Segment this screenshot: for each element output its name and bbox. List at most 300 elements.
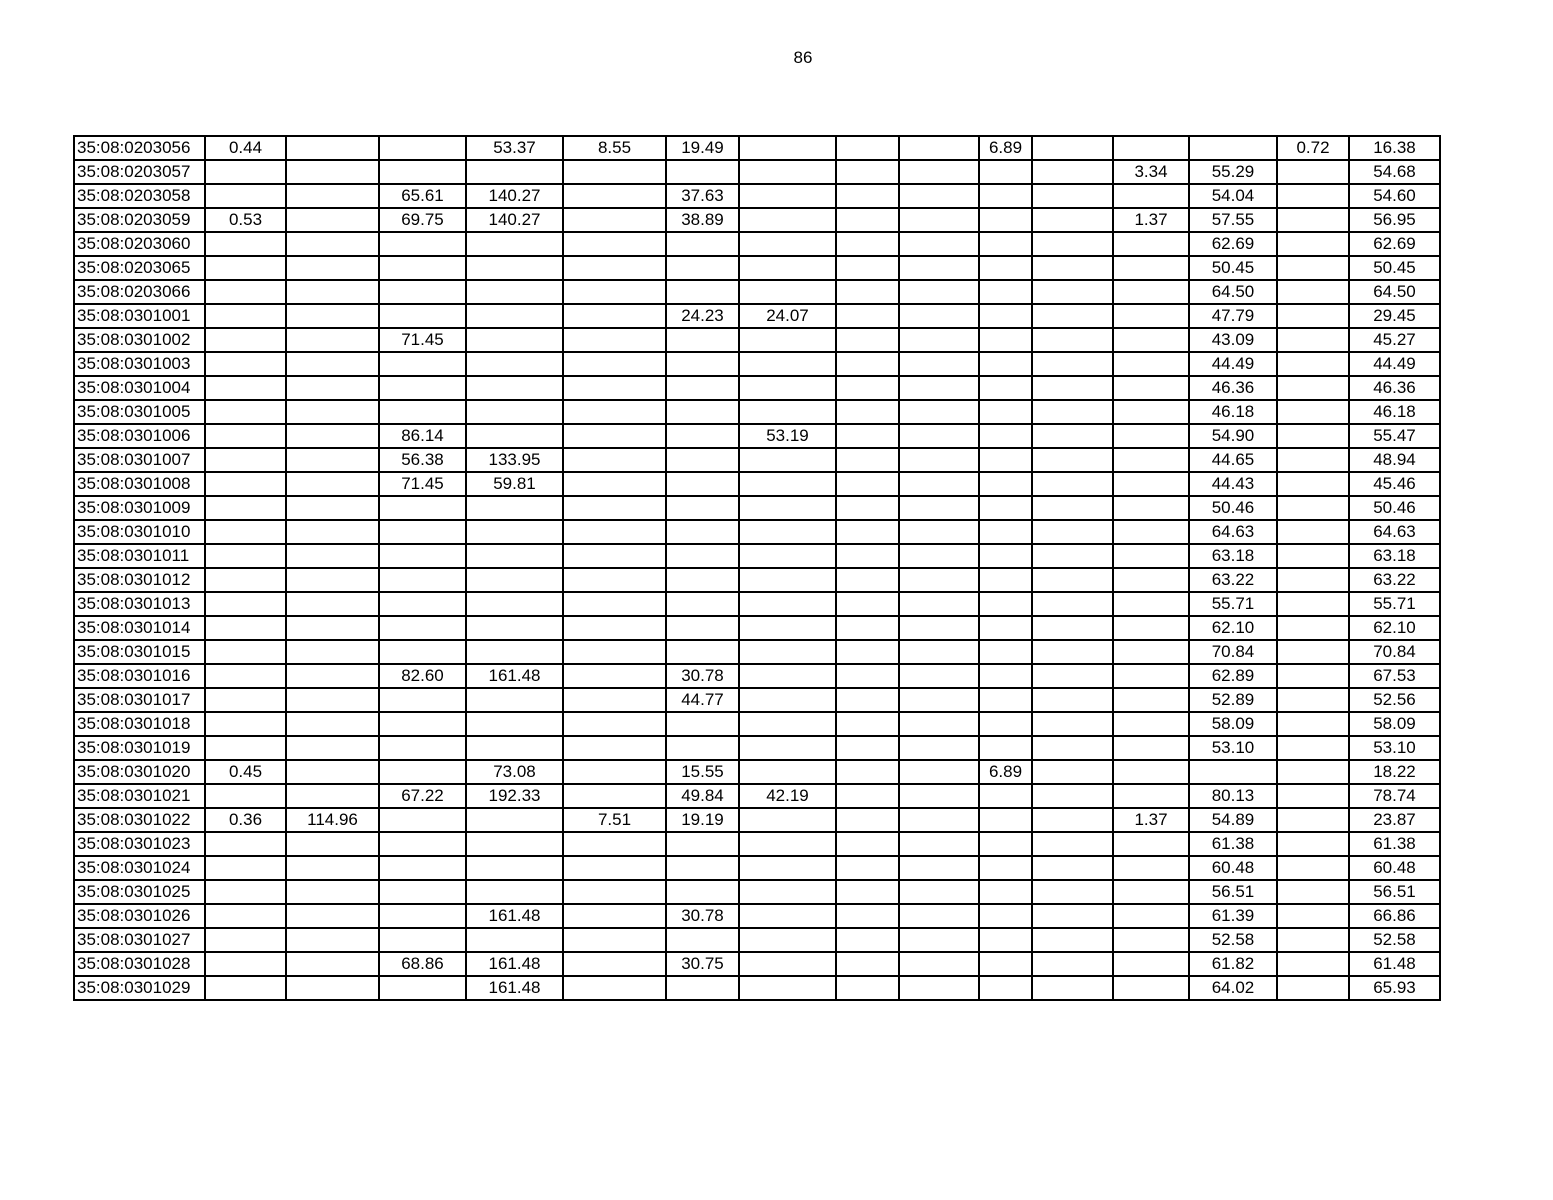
value-cell bbox=[563, 376, 666, 400]
value-cell bbox=[1032, 880, 1113, 904]
value-cell bbox=[1032, 568, 1113, 592]
value-cell bbox=[1032, 424, 1113, 448]
value-cell bbox=[563, 592, 666, 616]
value-cell: 43.09 bbox=[1189, 328, 1277, 352]
value-cell bbox=[1113, 856, 1189, 880]
value-cell bbox=[1277, 208, 1349, 232]
parcel-id-cell: 35:08:0301014 bbox=[74, 616, 205, 640]
value-cell bbox=[466, 832, 563, 856]
value-cell bbox=[979, 160, 1032, 184]
parcel-id-cell: 35:08:0301022 bbox=[74, 808, 205, 832]
value-cell: 52.58 bbox=[1189, 928, 1277, 952]
value-cell bbox=[1189, 136, 1277, 160]
value-cell bbox=[1113, 976, 1189, 1000]
value-cell bbox=[205, 160, 286, 184]
table-body bbox=[74, 136, 1440, 1000]
parcel-id-cell: 35:08:0301008 bbox=[74, 472, 205, 496]
value-cell bbox=[466, 544, 563, 568]
value-cell bbox=[563, 880, 666, 904]
value-cell: 8.55 bbox=[563, 136, 666, 160]
value-cell bbox=[666, 592, 739, 616]
value-cell bbox=[1113, 832, 1189, 856]
value-cell bbox=[666, 856, 739, 880]
value-cell bbox=[205, 376, 286, 400]
value-cell bbox=[836, 688, 899, 712]
value-cell bbox=[739, 664, 836, 688]
value-cell bbox=[286, 568, 379, 592]
value-cell bbox=[563, 400, 666, 424]
parcel-id-cell: 35:08:0301028 bbox=[74, 952, 205, 976]
value-cell bbox=[739, 712, 836, 736]
value-cell bbox=[1277, 184, 1349, 208]
value-cell bbox=[205, 400, 286, 424]
value-cell: 161.48 bbox=[466, 664, 563, 688]
value-cell: 59.81 bbox=[466, 472, 563, 496]
value-cell bbox=[286, 664, 379, 688]
value-cell: 46.36 bbox=[1189, 376, 1277, 400]
value-cell bbox=[379, 544, 466, 568]
value-cell bbox=[979, 952, 1032, 976]
value-cell: 56.51 bbox=[1349, 880, 1440, 904]
value-cell bbox=[379, 712, 466, 736]
value-cell bbox=[379, 568, 466, 592]
value-cell bbox=[1032, 856, 1113, 880]
value-cell bbox=[1032, 808, 1113, 832]
value-cell bbox=[979, 376, 1032, 400]
value-cell bbox=[979, 592, 1032, 616]
value-cell bbox=[379, 616, 466, 640]
value-cell bbox=[979, 976, 1032, 1000]
value-cell bbox=[1189, 760, 1277, 784]
parcel-id-cell: 35:08:0301017 bbox=[74, 688, 205, 712]
value-cell bbox=[205, 688, 286, 712]
value-cell bbox=[286, 736, 379, 760]
value-cell bbox=[739, 808, 836, 832]
value-cell: 67.53 bbox=[1349, 664, 1440, 688]
parcel-id-cell: 35:08:0301004 bbox=[74, 376, 205, 400]
value-cell: 62.69 bbox=[1349, 232, 1440, 256]
value-cell: 58.09 bbox=[1189, 712, 1277, 736]
value-cell bbox=[379, 376, 466, 400]
parcel-id-cell: 35:08:0301012 bbox=[74, 568, 205, 592]
value-cell bbox=[1032, 592, 1113, 616]
value-cell bbox=[205, 904, 286, 928]
table-row bbox=[74, 784, 1440, 808]
value-cell bbox=[979, 496, 1032, 520]
value-cell bbox=[466, 520, 563, 544]
value-cell: 0.53 bbox=[205, 208, 286, 232]
value-cell bbox=[1032, 688, 1113, 712]
value-cell: 70.84 bbox=[1349, 640, 1440, 664]
value-cell bbox=[666, 712, 739, 736]
value-cell bbox=[1032, 448, 1113, 472]
value-cell bbox=[286, 184, 379, 208]
parcel-id-cell: 35:08:0301015 bbox=[74, 640, 205, 664]
value-cell: 64.50 bbox=[1189, 280, 1277, 304]
value-cell bbox=[286, 784, 379, 808]
value-cell bbox=[1277, 904, 1349, 928]
value-cell bbox=[836, 184, 899, 208]
value-cell bbox=[836, 784, 899, 808]
value-cell: 56.95 bbox=[1349, 208, 1440, 232]
value-cell bbox=[666, 160, 739, 184]
value-cell bbox=[286, 400, 379, 424]
value-cell bbox=[899, 616, 979, 640]
parcel-id-cell: 35:08:0301018 bbox=[74, 712, 205, 736]
value-cell bbox=[836, 352, 899, 376]
value-cell bbox=[739, 640, 836, 664]
value-cell: 62.69 bbox=[1189, 232, 1277, 256]
value-cell bbox=[563, 952, 666, 976]
value-cell bbox=[899, 808, 979, 832]
value-cell bbox=[979, 208, 1032, 232]
value-cell bbox=[1113, 376, 1189, 400]
value-cell bbox=[563, 232, 666, 256]
parcel-id-cell: 35:08:0301024 bbox=[74, 856, 205, 880]
value-cell bbox=[205, 232, 286, 256]
value-cell bbox=[379, 256, 466, 280]
value-cell: 49.84 bbox=[666, 784, 739, 808]
value-cell bbox=[286, 952, 379, 976]
parcel-id-cell: 35:08:0203065 bbox=[74, 256, 205, 280]
value-cell bbox=[286, 160, 379, 184]
value-cell bbox=[1113, 568, 1189, 592]
value-cell: 30.78 bbox=[666, 904, 739, 928]
value-cell bbox=[899, 448, 979, 472]
value-cell bbox=[379, 976, 466, 1000]
value-cell bbox=[1277, 304, 1349, 328]
value-cell bbox=[666, 424, 739, 448]
value-cell bbox=[739, 160, 836, 184]
value-cell bbox=[979, 448, 1032, 472]
value-cell bbox=[836, 424, 899, 448]
value-cell bbox=[1277, 616, 1349, 640]
value-cell bbox=[666, 544, 739, 568]
parcel-id-cell: 35:08:0301020 bbox=[74, 760, 205, 784]
value-cell: 24.23 bbox=[666, 304, 739, 328]
value-cell bbox=[563, 832, 666, 856]
table-row bbox=[74, 448, 1440, 472]
value-cell bbox=[205, 304, 286, 328]
value-cell bbox=[1277, 376, 1349, 400]
value-cell bbox=[205, 928, 286, 952]
value-cell bbox=[1277, 424, 1349, 448]
table-row bbox=[74, 832, 1440, 856]
value-cell: 1.37 bbox=[1113, 808, 1189, 832]
value-cell bbox=[379, 160, 466, 184]
table-row bbox=[74, 136, 1440, 160]
value-cell bbox=[979, 328, 1032, 352]
value-cell bbox=[1113, 136, 1189, 160]
table-row bbox=[74, 208, 1440, 232]
value-cell bbox=[739, 448, 836, 472]
value-cell bbox=[563, 640, 666, 664]
value-cell bbox=[979, 904, 1032, 928]
value-cell bbox=[466, 352, 563, 376]
value-cell bbox=[1277, 352, 1349, 376]
value-cell bbox=[286, 760, 379, 784]
value-cell bbox=[286, 976, 379, 1000]
value-cell: 54.68 bbox=[1349, 160, 1440, 184]
value-cell bbox=[1113, 616, 1189, 640]
value-cell bbox=[1032, 544, 1113, 568]
table-row bbox=[74, 640, 1440, 664]
value-cell bbox=[1113, 496, 1189, 520]
value-cell bbox=[739, 928, 836, 952]
parcel-id-cell: 35:08:0301025 bbox=[74, 880, 205, 904]
value-cell bbox=[899, 544, 979, 568]
value-cell bbox=[1032, 136, 1113, 160]
value-cell bbox=[563, 280, 666, 304]
value-cell bbox=[1277, 160, 1349, 184]
table-row bbox=[74, 400, 1440, 424]
value-cell bbox=[286, 856, 379, 880]
value-cell bbox=[466, 640, 563, 664]
value-cell: 62.10 bbox=[1189, 616, 1277, 640]
value-cell: 50.45 bbox=[1349, 256, 1440, 280]
value-cell bbox=[899, 304, 979, 328]
value-cell bbox=[466, 304, 563, 328]
value-cell: 73.08 bbox=[466, 760, 563, 784]
value-cell bbox=[379, 400, 466, 424]
value-cell bbox=[979, 856, 1032, 880]
value-cell bbox=[899, 880, 979, 904]
value-cell: 48.94 bbox=[1349, 448, 1440, 472]
parcel-id-cell: 35:08:0301001 bbox=[74, 304, 205, 328]
value-cell bbox=[286, 616, 379, 640]
table-row bbox=[74, 232, 1440, 256]
table-row bbox=[74, 736, 1440, 760]
value-cell bbox=[379, 904, 466, 928]
value-cell bbox=[1113, 184, 1189, 208]
value-cell bbox=[286, 232, 379, 256]
parcel-id-cell: 35:08:0301021 bbox=[74, 784, 205, 808]
value-cell bbox=[899, 952, 979, 976]
value-cell: 161.48 bbox=[466, 952, 563, 976]
parcel-id-cell: 35:08:0203057 bbox=[74, 160, 205, 184]
value-cell: 55.71 bbox=[1189, 592, 1277, 616]
value-cell bbox=[286, 544, 379, 568]
parcel-id-cell: 35:08:0301005 bbox=[74, 400, 205, 424]
value-cell: 161.48 bbox=[466, 904, 563, 928]
value-cell: 58.09 bbox=[1349, 712, 1440, 736]
value-cell bbox=[205, 496, 286, 520]
value-cell bbox=[899, 160, 979, 184]
parcel-id-cell: 35:08:0301006 bbox=[74, 424, 205, 448]
value-cell bbox=[899, 328, 979, 352]
value-cell bbox=[563, 208, 666, 232]
value-cell bbox=[466, 688, 563, 712]
value-cell: 61.82 bbox=[1189, 952, 1277, 976]
value-cell: 15.55 bbox=[666, 760, 739, 784]
value-cell bbox=[666, 400, 739, 424]
table-row bbox=[74, 928, 1440, 952]
value-cell bbox=[666, 280, 739, 304]
value-cell bbox=[1277, 544, 1349, 568]
value-cell: 0.45 bbox=[205, 760, 286, 784]
table-row bbox=[74, 856, 1440, 880]
value-cell bbox=[286, 208, 379, 232]
value-cell bbox=[1032, 952, 1113, 976]
value-cell bbox=[666, 736, 739, 760]
value-cell bbox=[836, 208, 899, 232]
value-cell bbox=[1113, 592, 1189, 616]
value-cell bbox=[379, 808, 466, 832]
value-cell: 37.63 bbox=[666, 184, 739, 208]
value-cell: 64.02 bbox=[1189, 976, 1277, 1000]
value-cell bbox=[1113, 328, 1189, 352]
value-cell bbox=[563, 328, 666, 352]
value-cell bbox=[899, 832, 979, 856]
parcel-id-cell: 35:08:0203059 bbox=[74, 208, 205, 232]
value-cell bbox=[666, 928, 739, 952]
value-cell bbox=[836, 736, 899, 760]
value-cell: 46.18 bbox=[1189, 400, 1277, 424]
value-cell bbox=[979, 544, 1032, 568]
value-cell bbox=[899, 784, 979, 808]
value-cell bbox=[563, 184, 666, 208]
table-row bbox=[74, 688, 1440, 712]
value-cell bbox=[666, 880, 739, 904]
value-cell: 61.48 bbox=[1349, 952, 1440, 976]
value-cell bbox=[979, 664, 1032, 688]
value-cell bbox=[1277, 712, 1349, 736]
value-cell bbox=[739, 760, 836, 784]
value-cell bbox=[836, 664, 899, 688]
value-cell bbox=[1113, 352, 1189, 376]
value-cell bbox=[205, 352, 286, 376]
value-cell bbox=[286, 712, 379, 736]
value-cell bbox=[1032, 400, 1113, 424]
value-cell: 65.93 bbox=[1349, 976, 1440, 1000]
value-cell bbox=[836, 496, 899, 520]
table-row bbox=[74, 568, 1440, 592]
value-cell: 68.86 bbox=[379, 952, 466, 976]
value-cell bbox=[1032, 256, 1113, 280]
value-cell: 62.89 bbox=[1189, 664, 1277, 688]
value-cell bbox=[836, 256, 899, 280]
value-cell bbox=[205, 544, 286, 568]
value-cell bbox=[899, 184, 979, 208]
value-cell bbox=[836, 928, 899, 952]
value-cell bbox=[286, 448, 379, 472]
parcel-id-cell: 35:08:0301002 bbox=[74, 328, 205, 352]
value-cell: 24.07 bbox=[739, 304, 836, 328]
value-cell bbox=[466, 856, 563, 880]
value-cell bbox=[563, 448, 666, 472]
value-cell bbox=[979, 784, 1032, 808]
value-cell bbox=[666, 832, 739, 856]
value-cell: 71.45 bbox=[379, 472, 466, 496]
value-cell bbox=[379, 592, 466, 616]
value-cell bbox=[563, 520, 666, 544]
value-cell bbox=[739, 136, 836, 160]
value-cell: 18.22 bbox=[1349, 760, 1440, 784]
value-cell bbox=[739, 880, 836, 904]
table-row bbox=[74, 616, 1440, 640]
value-cell bbox=[1277, 808, 1349, 832]
value-cell bbox=[563, 904, 666, 928]
value-cell: 45.46 bbox=[1349, 472, 1440, 496]
value-cell bbox=[205, 472, 286, 496]
value-cell bbox=[739, 256, 836, 280]
value-cell bbox=[836, 400, 899, 424]
value-cell bbox=[1032, 184, 1113, 208]
value-cell: 64.63 bbox=[1349, 520, 1440, 544]
value-cell bbox=[379, 280, 466, 304]
value-cell bbox=[899, 712, 979, 736]
value-cell bbox=[1113, 472, 1189, 496]
value-cell bbox=[379, 760, 466, 784]
value-cell bbox=[1032, 616, 1113, 640]
value-cell bbox=[836, 832, 899, 856]
value-cell bbox=[1113, 952, 1189, 976]
value-cell bbox=[739, 832, 836, 856]
value-cell: 78.74 bbox=[1349, 784, 1440, 808]
value-cell bbox=[1113, 304, 1189, 328]
value-cell bbox=[979, 880, 1032, 904]
value-cell bbox=[286, 928, 379, 952]
table-row bbox=[74, 304, 1440, 328]
value-cell bbox=[286, 520, 379, 544]
value-cell bbox=[666, 976, 739, 1000]
value-cell bbox=[466, 328, 563, 352]
value-cell bbox=[205, 880, 286, 904]
table-row bbox=[74, 664, 1440, 688]
value-cell bbox=[1277, 736, 1349, 760]
value-cell bbox=[899, 664, 979, 688]
value-cell bbox=[899, 640, 979, 664]
value-cell: 63.22 bbox=[1189, 568, 1277, 592]
value-cell bbox=[1032, 376, 1113, 400]
value-cell bbox=[899, 760, 979, 784]
value-cell: 50.45 bbox=[1189, 256, 1277, 280]
value-cell bbox=[379, 880, 466, 904]
value-cell: 44.49 bbox=[1349, 352, 1440, 376]
value-cell bbox=[286, 880, 379, 904]
value-cell bbox=[1032, 664, 1113, 688]
value-cell bbox=[666, 256, 739, 280]
value-cell: 50.46 bbox=[1349, 496, 1440, 520]
value-cell bbox=[1277, 880, 1349, 904]
value-cell bbox=[205, 520, 286, 544]
value-cell bbox=[466, 376, 563, 400]
value-cell bbox=[563, 472, 666, 496]
value-cell bbox=[1277, 832, 1349, 856]
value-cell: 53.37 bbox=[466, 136, 563, 160]
value-cell: 63.18 bbox=[1189, 544, 1277, 568]
value-cell: 55.47 bbox=[1349, 424, 1440, 448]
value-cell bbox=[563, 928, 666, 952]
value-cell bbox=[286, 376, 379, 400]
value-cell bbox=[899, 424, 979, 448]
value-cell bbox=[979, 352, 1032, 376]
value-cell bbox=[563, 304, 666, 328]
value-cell bbox=[739, 856, 836, 880]
value-cell: 7.51 bbox=[563, 808, 666, 832]
parcel-id-cell: 35:08:0301027 bbox=[74, 928, 205, 952]
value-cell bbox=[1277, 400, 1349, 424]
value-cell bbox=[979, 424, 1032, 448]
value-cell bbox=[286, 688, 379, 712]
value-cell bbox=[1032, 736, 1113, 760]
value-cell bbox=[1113, 544, 1189, 568]
value-cell bbox=[466, 568, 563, 592]
value-cell bbox=[666, 376, 739, 400]
value-cell bbox=[466, 712, 563, 736]
value-cell bbox=[379, 736, 466, 760]
value-cell: 140.27 bbox=[466, 184, 563, 208]
